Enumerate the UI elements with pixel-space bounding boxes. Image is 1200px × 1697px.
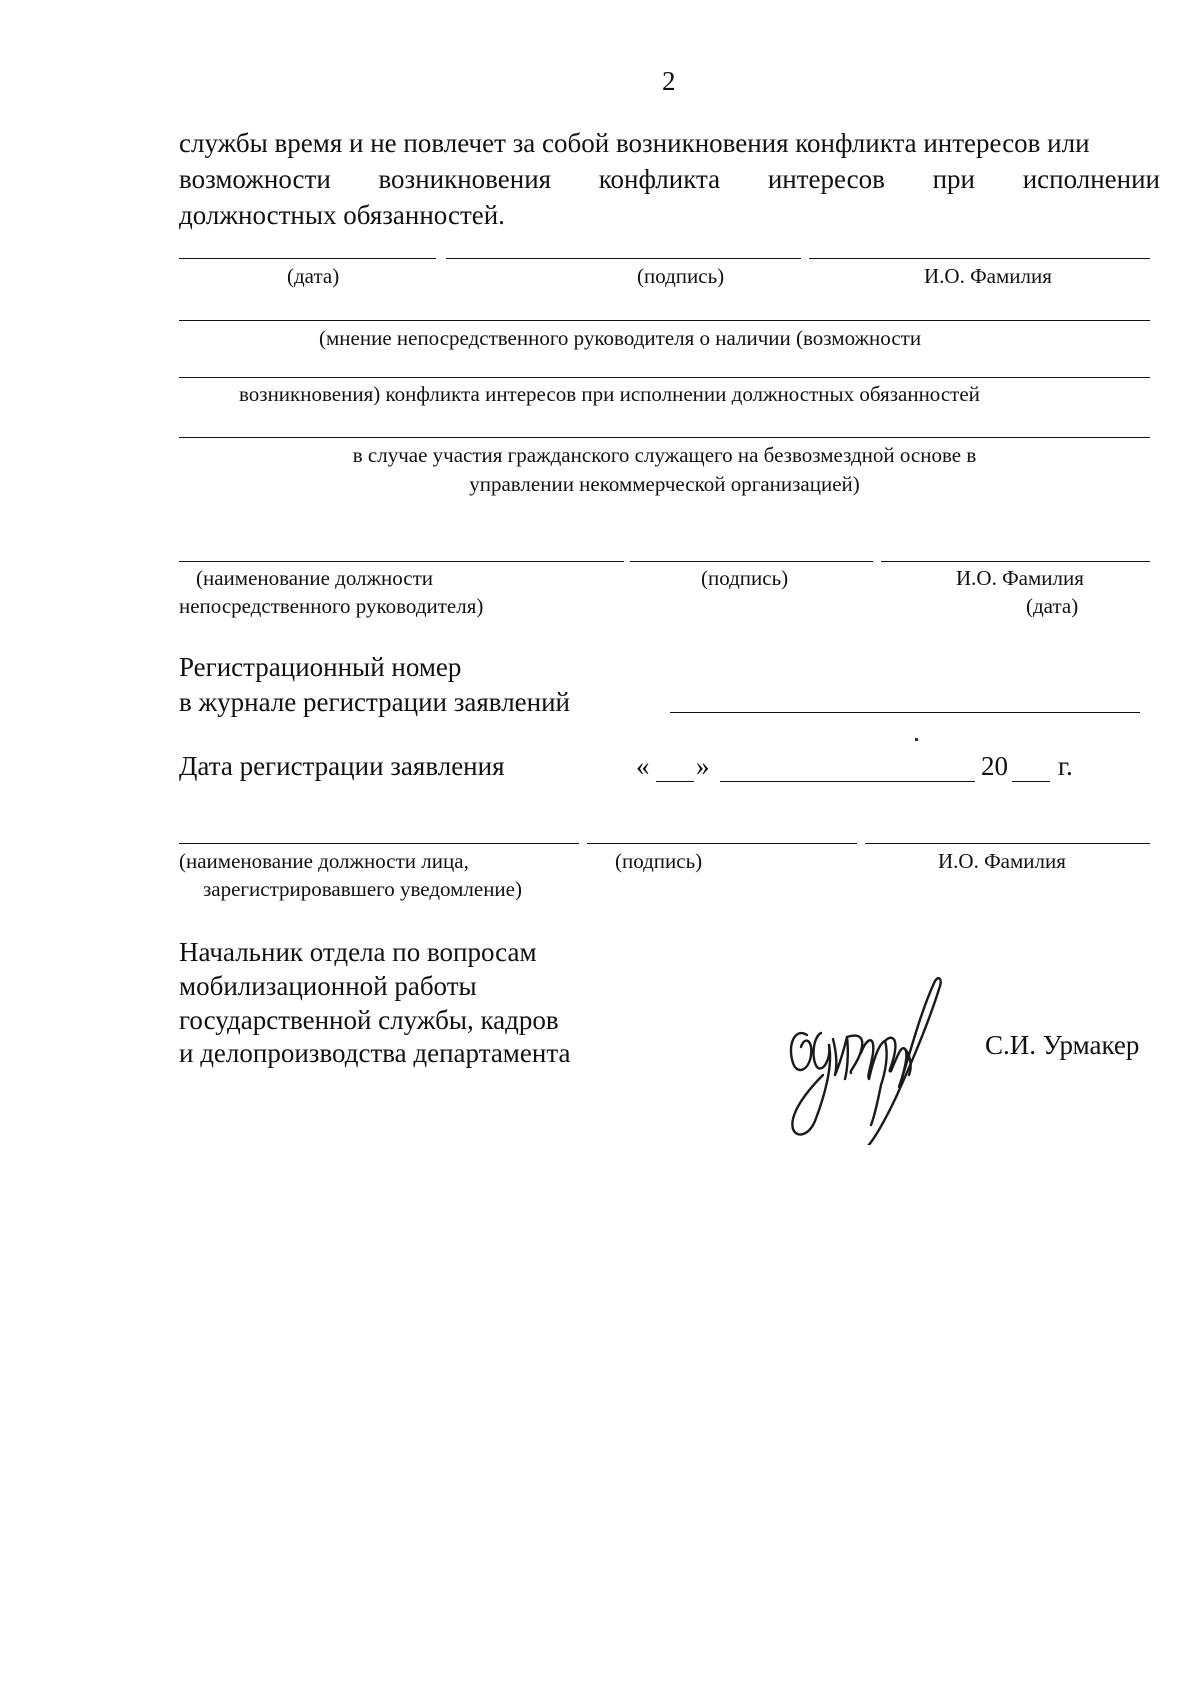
position-label-3b: зарегистрировавшего уведомление) (203, 877, 522, 901)
footer-title-4: и делопроизводства департамента (179, 1038, 571, 1068)
registration-number-line (670, 712, 1140, 713)
paragraph-line-3: должностных обязанностей. (179, 200, 505, 230)
paragraph-word: интересов (767, 164, 885, 194)
quote-open: « (636, 751, 650, 781)
paragraph-line-1: службы время и не повлечет за собой возникновения конфликта интересов или (179, 128, 1090, 158)
name-line-2 (881, 561, 1150, 562)
name-label-2: И.О. Фамилия (956, 566, 1084, 590)
paragraph-line-2 (179, 164, 1160, 195)
paragraph-word: конфликта (598, 164, 721, 194)
signature-line-3 (587, 843, 857, 844)
position-label-2: непосредственного руководителя) (179, 594, 484, 618)
date-line (179, 258, 436, 259)
year-line (1012, 781, 1050, 782)
signature-label: (подпись) (637, 264, 725, 288)
month-line (720, 781, 975, 782)
footer-title-1: Начальник отдела по вопросам (179, 937, 537, 967)
position-line-3 (179, 843, 579, 844)
signatory-name: С.И. Урмакер (985, 1030, 1140, 1060)
name-line-3 (865, 843, 1150, 844)
year-prefix: 20 (981, 751, 1008, 781)
date-label: (дата) (287, 264, 340, 288)
registration-number-label-2: в журнале регистрации заявлений (179, 687, 570, 717)
opinion-text-4: управлении некоммерческой организацией) (469, 472, 860, 496)
year-suffix: г. (1058, 751, 1073, 781)
opinion-text-2: возникновения) конфликта интересов при исполнении должностных обязанностей (239, 382, 980, 406)
opinion-line-3 (179, 437, 1150, 438)
paragraph-word: возможности (179, 164, 331, 194)
opinion-text-1: (мнение непосредственного руководителя о наличии (возможности (319, 326, 922, 350)
footer-title-2: мобилизационной работы (179, 971, 477, 1001)
registration-number-label-1: Регистрационный номер (179, 652, 462, 682)
signature-label-2: (подпись) (701, 566, 789, 590)
name-label-3: И.О. Фамилия (938, 849, 1066, 873)
opinion-line-2 (179, 377, 1150, 378)
stray-mark (915, 738, 918, 741)
signature-line-2 (630, 561, 873, 562)
name-label: И.О. Фамилия (924, 264, 1052, 288)
page-number: 2 (662, 66, 676, 96)
day-line (656, 781, 694, 782)
position-label-3a: (наименование должности лица, (179, 849, 469, 873)
date-label-2: (дата) (1026, 594, 1079, 618)
footer-title-3: государственной службы, кадров (179, 1005, 559, 1035)
paragraph-word: возникновения (378, 164, 552, 194)
quote-close: » (696, 751, 710, 781)
position-line (179, 561, 624, 562)
opinion-line-1 (179, 320, 1150, 321)
name-line (809, 258, 1150, 259)
paragraph-word: при (932, 164, 975, 194)
signature-label-3: (подпись) (615, 849, 703, 873)
signature-line (446, 258, 801, 259)
registration-date-label: Дата регистрации заявления (179, 751, 505, 781)
handwritten-signature (775, 975, 955, 1145)
paragraph-word: исполнении (1022, 164, 1160, 194)
opinion-text-3: в случае участия гражданского служащего на безвозмездной основе в (352, 443, 977, 467)
position-label-1: (наименование должности (196, 566, 434, 590)
